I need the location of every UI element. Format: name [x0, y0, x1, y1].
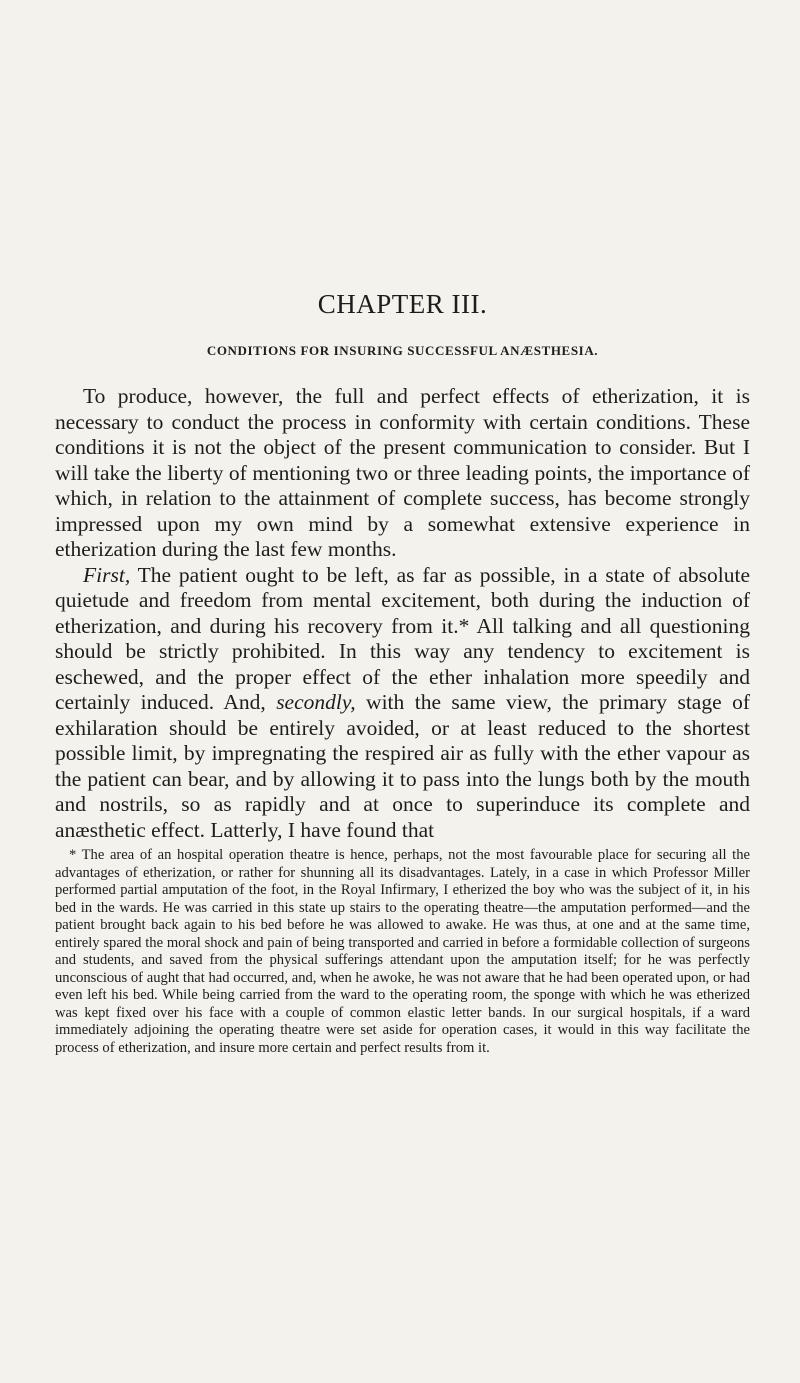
first-point-text: The patient ought to be left, as far as possible, in a state of absolute quietude and freedom from mental excitement, both during the induction of etherization, and during his recovery from it.* All talking and all questioning should be strictly prohibited. In this way any tendency to excitement is eschewed, and the proper effect of the ether inhalation more speedily and certainly induced. And,	[55, 562, 750, 714]
second-point-text: with the same view, the primary stage of exhilaration should be entirely avoided, or at least reduced to the shortest possible limit, by impregnating the respired air as fully with the ether vapour as the patient can bear, and by allowing it to pass into the lungs both by the mouth and nostrils, so as rapidly and at once to superinduce its complete and anæsthetic effect. Latterly, I have found that	[55, 690, 750, 842]
footnote: * The area of an hospital operation theatre is hence, perhaps, not the most favourable place for securing all the advantages of etherization, or rather for shunning all its disadvantages. Lately, in a case in which Professor Miller performed partial amputation of the foot, in the Royal Infirmary, I etherized the boy who was the subject of it, in his bed in the wards. He was carried in this state up stairs to the operating theatre—the amputation performed—and the patient brought back again to his bed before he was allowed to awake. He was thus, at one and at the same time, entirely spared the moral shock and pain of being transported and carried in before a formidable collection of surgeons and students, and saved from the physical sufferings attendant upon the amputation itself; for he was perfectly unconscious of aught that had occurred, and, when he awoke, he was not aware that he had been operated upon, or had even left his bed. While being carried from the ward to the operating room, the sponge with which he was etherized was kept fixed over his face with a couple of common elastic letter bands. In our surgical hospitals, if a ward immediately adjoining the operating theatre were set aside for operation cases, it would in this way facilitate the process of etherization, and insure more certain and perfect results from it.	[55, 847, 750, 1056]
chapter-title: CHAPTER III.	[317, 289, 488, 319]
first-lead-word: First,	[83, 562, 131, 587]
secondly-lead-word: secondly,	[276, 690, 356, 714]
paragraph-intro: To produce, however, the full and perfect effects of etherization, it is necessary to conduct the process in conformity with certain conditions. These conditions it is not the object of the present communication to consider. But I will take the liberty of mentioning two or three leading points, the importance of which, in relation to the attainment of complete success, has become strongly impressed upon my own mind by a somewhat extensive experience in etherization during the last few months.	[55, 384, 750, 561]
paragraph-first-point	[55, 563, 750, 844]
section-heading: CONDITIONS FOR INSURING SUCCESSFUL ANÆSTHESIA.	[206, 343, 599, 358]
